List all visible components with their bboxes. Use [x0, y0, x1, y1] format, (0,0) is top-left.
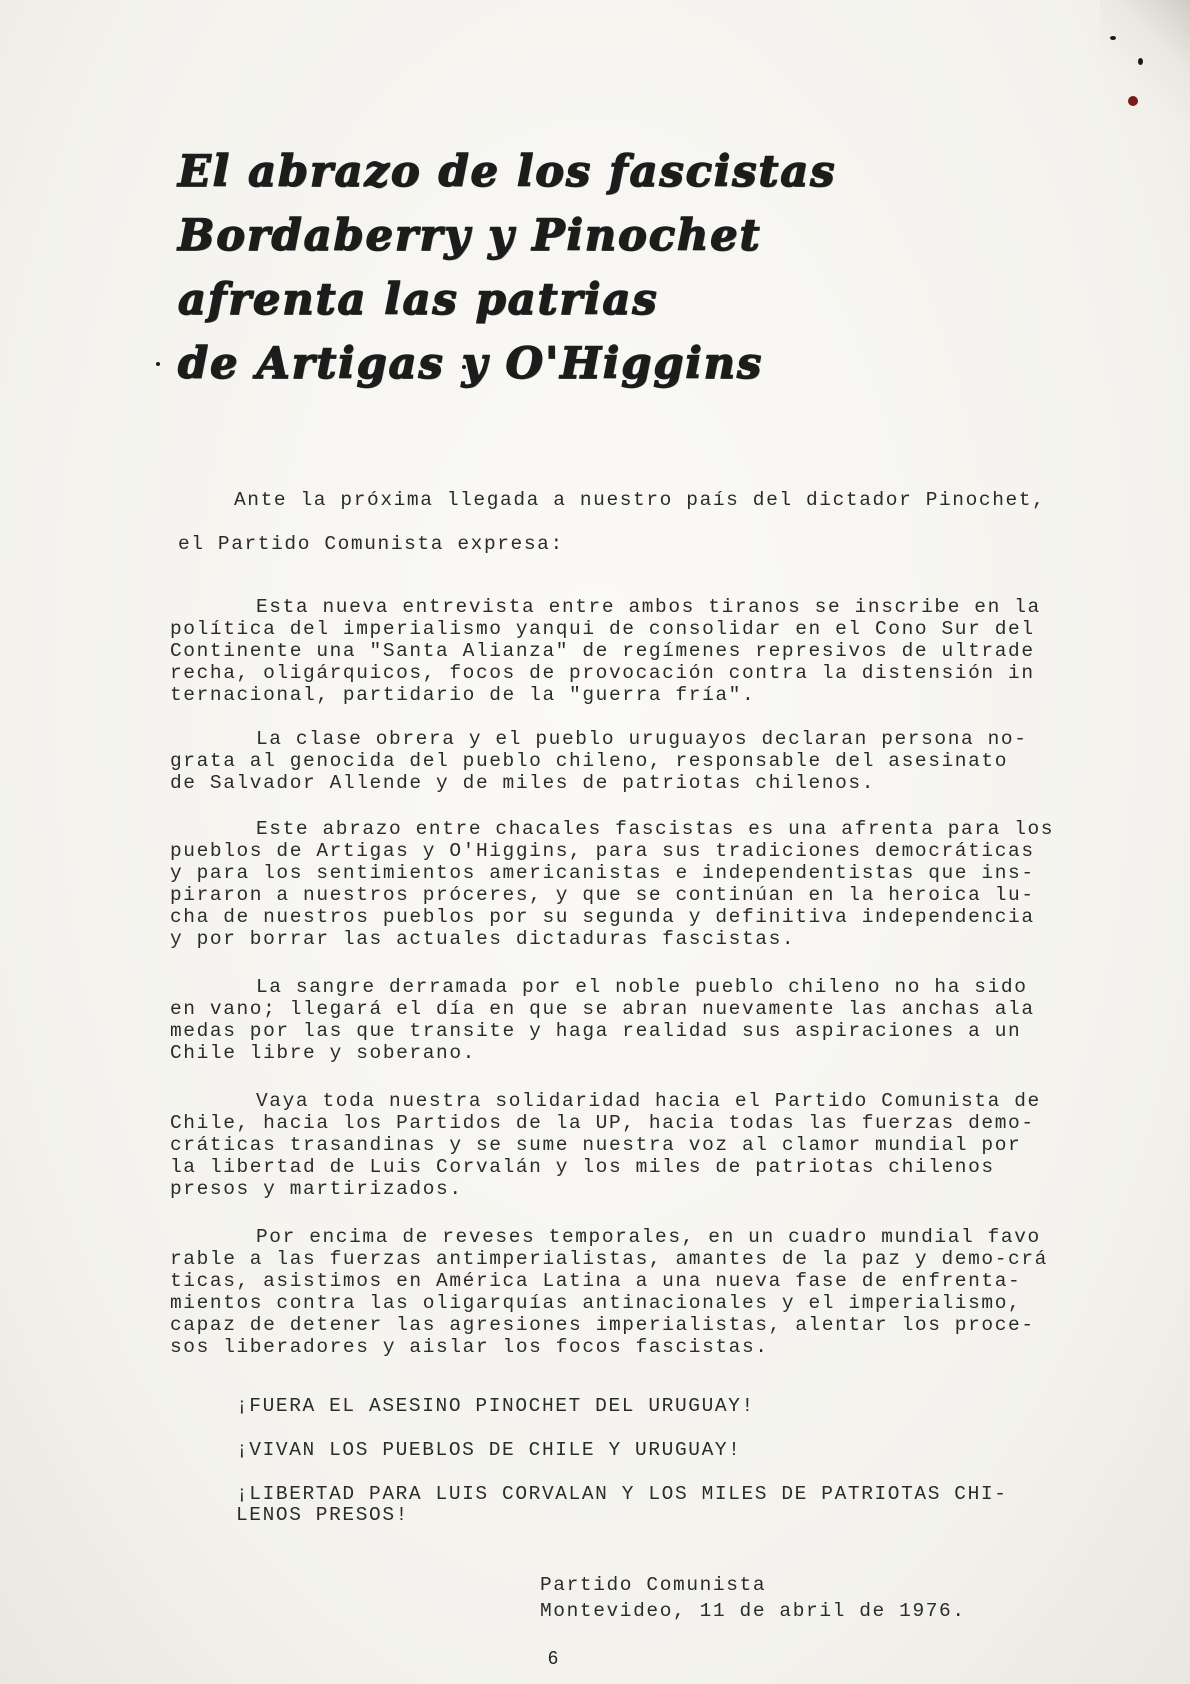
body-paragraph [170, 1226, 1090, 1358]
paragraph-line: pueblos de Artigas y O'Higgins, para sus tradiciones democráticas [170, 840, 1035, 862]
paragraph-line: mientos contra las oligarquías antinacionales y el imperialismo, [170, 1292, 1022, 1314]
paragraph-line: Por encima de reveses temporales, en un cuadro mundial favo [256, 1226, 1041, 1248]
paragraph-line: La sangre derramada por el noble pueblo chileno no ha sido [256, 976, 1028, 998]
ink-speck [1110, 36, 1116, 40]
paragraph-line: Chile, hacia los Partidos de la UP, hacia todas las fuerzas demo- [170, 1112, 1035, 1134]
paragraph-line: en vano; llegará el día en que se abran nuevamente las anchas ala [170, 998, 1035, 1020]
paragraph-line: Vaya toda nuestra solidaridad hacia el Partido Comunista de [256, 1090, 1041, 1112]
slogan-line: LENOS PRESOS! [236, 1504, 409, 1526]
title-line: El abrazo de los fascistas [178, 147, 837, 197]
intro-line: Ante la próxima llegada a nuestro país del dictador Pinochet, [234, 489, 1046, 511]
title-line: de Artigas y O'Higgins [178, 339, 764, 389]
slogan [236, 1396, 1008, 1417]
paragraph-line: Continente una "Santa Alianza" de regímenes represivos de ultrade [170, 640, 1035, 662]
signature-organization: Partido Comunista [540, 1574, 767, 1596]
body-paragraph [170, 596, 1090, 706]
paragraph-line: ternacional, partidario de la "guerra fría". [170, 684, 756, 706]
paragraph-line: grata al genocida del pueblo chileno, responsable del asesinato [170, 750, 1009, 772]
paragraph-line: ticas, asistimos en América Latina a una nueva fase de enfrenta- [170, 1270, 1022, 1292]
signature-block [540, 1572, 966, 1624]
slogan-line: ¡LIBERTAD PARA LUIS CORVALAN Y LOS MILES DE PATRIOTAS CHI- [236, 1483, 1008, 1505]
ink-speck [1128, 96, 1138, 106]
slogan-line: ¡VIVAN LOS PUEBLOS DE CHILE Y URUGUAY! [236, 1439, 742, 1461]
paragraph-line: Esta nueva entrevista entre ambos tiranos se inscribe en la [256, 596, 1041, 618]
slogan [236, 1484, 1008, 1526]
slogan-list [236, 1396, 1008, 1549]
paragraph-line: presos y martirizados. [170, 1178, 463, 1200]
body-paragraph [170, 818, 1090, 950]
paragraph-line: piraron a nuestros próceres, y que se continúan en la heroica lu- [170, 884, 1035, 906]
paragraph-line: y por borrar las actuales dictaduras fascistas. [170, 928, 796, 950]
intro-line: el Partido Comunista expresa: [178, 533, 564, 555]
title-line: Bordaberry y Pinochet [178, 211, 762, 261]
paragraph-line: rable a las fuerzas antimperialistas, amantes de la paz y demo-crá [170, 1248, 1048, 1270]
page-corner-shadow [1100, 0, 1190, 120]
title-line: afrenta las patrias [178, 275, 659, 325]
paragraph-line: la libertad de Luis Corvalán y los miles de patriotas chilenos [170, 1156, 995, 1178]
paragraph-line: y para los sentimientos americanistas e independentistas que ins- [170, 862, 1035, 884]
body-paragraph [170, 1090, 1090, 1200]
paragraph-line: sos liberadores y aislar los focos fascistas. [170, 1336, 769, 1358]
document-title [178, 140, 938, 396]
paragraph-line: Este abrazo entre chacales fascistas es una afrenta para los [256, 818, 1055, 840]
paragraph-line: de Salvador Allende y de miles de patriotas chilenos. [170, 772, 876, 794]
paragraph-line: capaz de detener las agresiones imperialistas, alentar los proce- [170, 1314, 1035, 1336]
body-paragraph [170, 976, 1090, 1064]
ink-speck [1138, 58, 1143, 65]
paragraph-line: medas por las que transite y haga realidad sus aspiraciones a un [170, 1020, 1022, 1042]
intro-statement [178, 478, 1045, 566]
signature-place-date: Montevideo, 11 de abril de 1976. [540, 1600, 966, 1622]
slogan-line: ¡FUERA EL ASESINO PINOCHET DEL URUGUAY! [236, 1395, 755, 1417]
paragraph-line: La clase obrera y el pueblo uruguayos declaran persona no- [256, 728, 1028, 750]
body-paragraph [170, 728, 1090, 794]
paragraph-line: Chile libre y soberano. [170, 1042, 476, 1064]
paragraph-line: recha, oligárquicos, focos de provocación contra la distensión in [170, 662, 1035, 684]
slogan [236, 1440, 1008, 1461]
paragraph-line: cha de nuestros pueblos por su segunda y definitiva independencia [170, 906, 1035, 928]
paragraph-line: cráticas trasandinas y se sume nuestra voz al clamor mundial por [170, 1134, 1022, 1156]
page-number: 6 [548, 1648, 559, 1668]
paragraph-line: política del imperialismo yanqui de consolidar en el Cono Sur del [170, 618, 1035, 640]
ink-speck [156, 362, 160, 366]
